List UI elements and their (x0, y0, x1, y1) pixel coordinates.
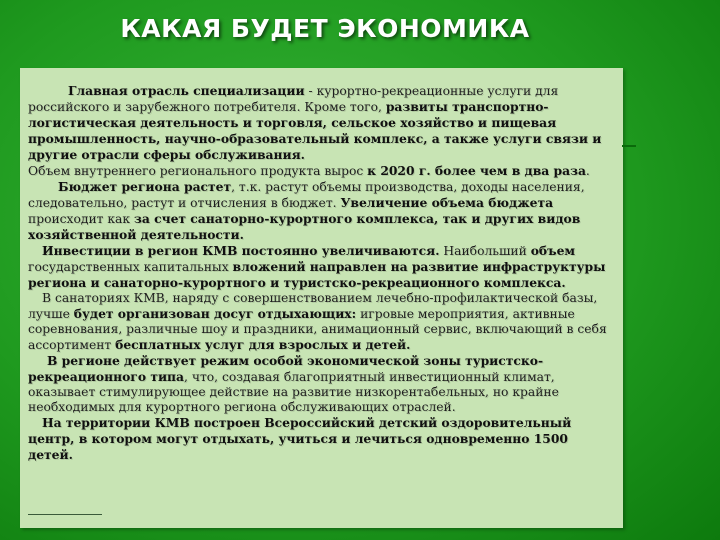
bold-text: за счет санаторно-курортного комплекса, так и других видов хозяйственной деятельности. (28, 211, 581, 242)
paragraph (28, 415, 615, 463)
paragraph (28, 83, 615, 163)
bold-text: На территории КМВ построен Всероссийский детский оздоровительный центр, в котором могут отдыхать, учиться и лечиться одновременно 1500 детей. (28, 415, 572, 462)
bold-text: Инвестиции в регион КМВ постоянно увеличиваются. (42, 243, 440, 258)
text: , т.к. растут объемы производства, доходы населения, следовательно, растут и отчисления в бюджет. (28, 180, 585, 210)
bold-text: Увеличение объема бюджета (340, 195, 554, 210)
bold-text: вложений направлен на развитие инфраструктуры региона и санаторно-курортного и туристско-рекреационного комплекса. (28, 259, 606, 290)
paragraph (28, 353, 615, 415)
bold-text: бесплатных услуг для взрослых и детей. (115, 337, 411, 352)
text: В санаториях КМВ, наряду с совершенствованием лечебно-профилактической базы, лучше (28, 291, 598, 321)
bold-text: объем (530, 243, 576, 258)
bold-text: будет организован досуг отдыхающих: (73, 306, 357, 321)
content-panel (20, 68, 623, 528)
paragraph (28, 163, 615, 179)
paragraph (28, 179, 615, 243)
text: Объем внутреннего регионального продукта вырос (28, 164, 368, 178)
paragraph (28, 291, 615, 353)
bold-text: В регионе действует режим особой экономической зоны туристско-рекреационного типа (28, 353, 544, 384)
text: происходит как (28, 212, 134, 226)
bold-text: Главная отрасль специализации (68, 83, 305, 98)
text: , что, создавая благоприятный инвестиционный климат, оказывает стимулирующее действие на развитие низкорентабельных, но крайне необходимых для курортного региона обслуживающих отраслей. (28, 370, 559, 414)
text: . (585, 164, 590, 178)
text: игровые мероприятия, активные соревнования, различные шоу и праздники, анимационный сервис, включающий в себя ассортимент (28, 307, 607, 352)
decorative-line (622, 145, 636, 147)
bold-text: развиты транспортно-логистическая деятельность и торговля, сельское хозяйство и пищевая промышленность, научно-образовательный комплекс, а также услуги связи и другие отрасли сферы обслуживания. (28, 99, 602, 162)
bold-text: к 2020 г. более чем в два раза (367, 163, 586, 178)
decorative-underline (28, 514, 102, 515)
bold-text: Бюджет региона растет (58, 179, 232, 194)
text: - курортно-рекреационные услуги для российского и зарубежного потребителя. Кроме того, (28, 84, 559, 114)
paragraph-list (28, 83, 615, 463)
text: государственных капитальных (28, 260, 233, 274)
slide-title: КАКАЯ БУДЕТ ЭКОНОМИКА (120, 14, 530, 43)
paragraph (28, 243, 615, 291)
text: Наибольший (439, 244, 531, 258)
